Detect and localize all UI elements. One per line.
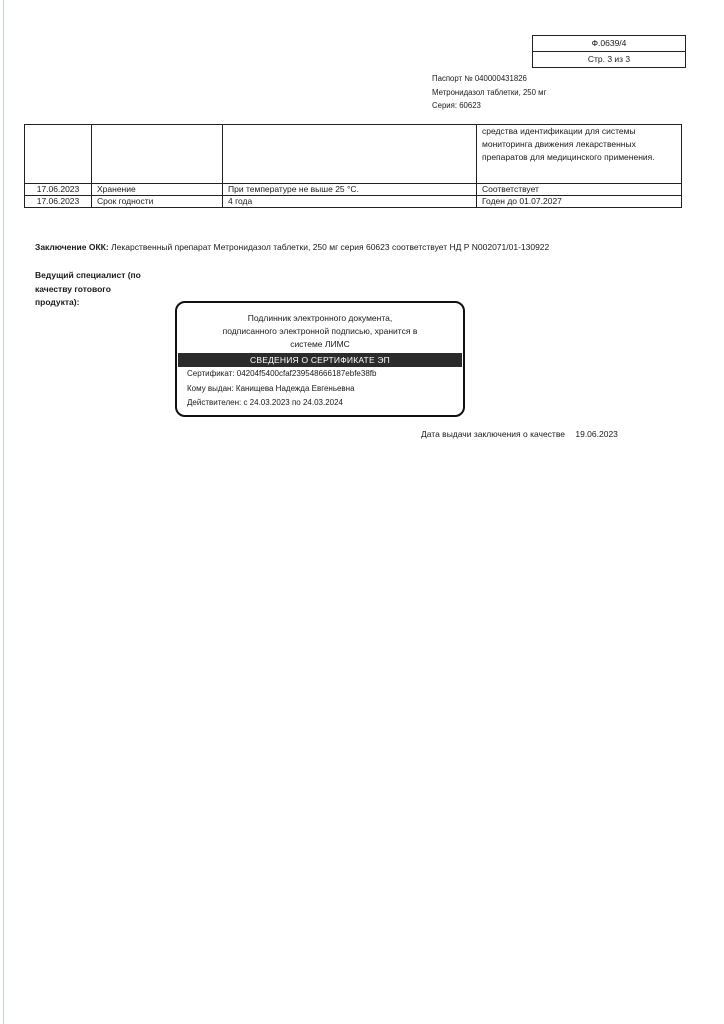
results-table <box>24 124 682 208</box>
passport-number: Паспорт № 040000431826 <box>432 74 527 83</box>
row-result: Соответствует <box>477 184 682 196</box>
conclusion-label: Заключение ОКК: <box>35 242 109 252</box>
stamp-notice-line: Подлинник электронного документа, <box>247 313 393 323</box>
continuation-cell: средства идентификации для системы мониторинга движения лекарственных препаратов для медицинского применения. <box>477 125 682 184</box>
product-name: Метронидазол таблетки, 250 мг <box>432 87 547 97</box>
stamp-notice <box>177 303 463 353</box>
electronic-signature-stamp <box>175 301 465 417</box>
issue-date <box>421 429 618 439</box>
conclusion <box>35 242 549 252</box>
form-code-box <box>532 35 686 68</box>
table-row-continuation <box>25 125 682 184</box>
stamp-issued-to: Кому выдан: Канищева Надежда Евгеньевна <box>187 383 355 393</box>
series-number: Серия: 60623 <box>432 101 481 110</box>
row-indicator: Срок годности <box>92 196 223 208</box>
stamp-header: СВЕДЕНИЯ О СЕРТИФИКАТЕ ЭП <box>178 353 462 367</box>
table-row <box>25 184 682 196</box>
page-margin-line <box>3 0 4 1024</box>
row-indicator: Хранение <box>92 184 223 196</box>
issue-date-label: Дата выдачи заключения о качестве <box>421 429 565 439</box>
conclusion-text: Лекарственный препарат Метронидазол таблетки, 250 мг серия 60623 соответствует НД Р N002071/01-130922 <box>111 242 550 252</box>
issue-date-value: 19.06.2023 <box>575 429 618 439</box>
table-row <box>25 196 682 208</box>
page-number: Стр. 3 из 3 <box>587 54 631 64</box>
row-date: 17.06.2023 <box>25 184 92 196</box>
row-requirement: 4 года <box>223 196 477 208</box>
stamp-notice-line: системе ЛИМС <box>290 339 350 349</box>
specialist-label: Ведущий специалист (по качеству готового продукта): <box>35 270 141 307</box>
row-result: Годен до 01.07.2027 <box>477 196 682 208</box>
stamp-valid: Действителен: с 24.03.2023 по 24.03.2024 <box>187 398 343 407</box>
stamp-notice-line: подписанного электронной подписью, хранится в <box>222 326 418 336</box>
stamp-certificate: Сертификат: 04204f5400cfaf239548666187ebfe38fb <box>187 369 377 378</box>
row-date: 17.06.2023 <box>25 196 92 208</box>
form-code: Ф.0639/4 <box>533 36 685 52</box>
passport-info <box>432 72 546 113</box>
row-requirement: При температуре не выше 25 °С. <box>223 184 477 196</box>
